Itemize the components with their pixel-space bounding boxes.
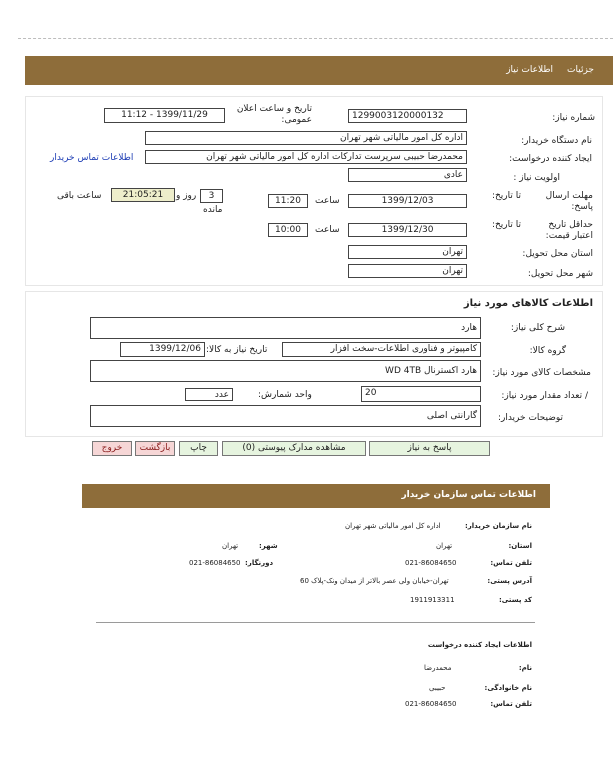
contact-province-value: تهران [436,542,453,550]
creator-last-name-value: حبیبی [429,684,446,692]
creator-label: ایجاد کننده درخواست: [509,154,592,164]
deadline-time-label: ساعت [315,196,340,206]
org-name-value: اداره کل امور مالیاتی شهر تهران [345,522,441,530]
need-summary-label: شرح کلی نیاز: [510,323,565,333]
contact-city-label: شهر: [259,542,278,550]
announce-field: 1399/11/29 - 11:12 [104,108,225,123]
validity-time-field: 10:00 [268,223,308,237]
contact-city-value: تهران [222,542,239,550]
creator-phone-label: تلفن تماس: [490,700,532,708]
days-left-label: روز و [176,191,197,201]
contact-address-value: تهران-خیابان ولی عصر بالاتر از میدان ونک-پلاک 60 [300,577,449,585]
goods-group-field: کامپیوتر و فناوری اطلاعات-سخت افزار [282,342,481,357]
creator-phone-value: 021-86084650 [405,700,457,708]
creator-first-name-label: نام: [518,664,532,672]
specs-field: هارد اکسترنال WD 4TB [90,360,481,382]
creator-info-title: اطلاعات ایجاد کننده درخواست [427,641,532,649]
tab-details[interactable]: جزئیات [567,65,594,75]
deadline-date-field: 1399/12/03 [348,194,467,208]
hours-left-label: ساعت باقی [57,191,102,201]
tab-bar [25,56,613,85]
priority-field: عادی [348,168,467,182]
deadline-time-field: 11:20 [268,194,308,208]
contact-fax-label: دورنگار: [245,559,274,567]
buyer-org-label: نام دستگاه خریدار: [521,136,592,146]
quantity-field: 20 [361,386,481,402]
creator-last-name-label: نام خانوادگی: [484,684,532,692]
contact-title: اطلاعات تماس سازمان خریدار [401,490,536,500]
contact-postal-value: 1911913311 [410,596,455,604]
validity-to-date-label: تا تاریخ: [491,220,521,230]
need-date-field: 1399/12/06 [120,342,205,357]
contact-address-label: آدرس پستی: [487,577,532,585]
validity-date-field: 1399/12/30 [348,223,467,237]
deadline-to-date-label: تا تاریخ: [491,191,521,201]
need-date-label: تاریخ نیاز به کالا: [206,345,268,355]
buyer-notes-field: گارانتی اصلی [90,405,481,427]
unit-field: عدد [185,388,233,401]
city-field: تهران [348,264,467,278]
tab-need-info[interactable]: اطلاعات نیاز [506,65,553,75]
back-button[interactable]: بازگشت [135,441,175,456]
buyer-contact-link[interactable]: اطلاعات تماس خریدار [50,153,134,163]
need-summary-field: هارد [90,317,481,339]
buyer-org-field: اداره کل امور مالیاتی شهر تهران [145,131,467,145]
announce-label: تاریخ و ساعت اعلان عمومی: [236,104,312,125]
contact-phone-value: 021-86084650 [405,559,457,567]
need-number-field: 1299003120000132 [348,109,467,123]
contact-fax-value: 021-86084650 [189,559,241,567]
goods-title: اطلاعات کالاهای مورد نیاز [463,298,593,309]
validity-time-label: ساعت [315,225,340,235]
quantity-label: / تعداد مقدار مورد نیاز: [501,391,588,401]
province-label: استان محل تحویل: [522,249,593,259]
days-left-field: 3 [200,189,223,203]
top-divider [18,38,613,39]
deadline-label: مهلت ارسال پاسخ: [545,191,593,212]
province-field: تهران [348,245,467,259]
buyer-notes-label: توضیحات خریدار: [497,413,563,423]
countdown-field: 21:05:21 [111,188,175,202]
print-button[interactable]: چاپ [179,441,218,456]
city-label: شهر محل تحویل: [527,269,593,279]
contact-postal-label: کد پستی: [498,596,532,604]
org-name-label: نام سازمان خریدار: [464,522,532,530]
specs-label: مشخصات کالای مورد نیاز: [492,368,591,378]
exit-button[interactable]: خروج [92,441,132,456]
contact-header [82,484,550,508]
view-attachments-button[interactable]: مشاهده مدارک پیوستی (0) [222,441,366,456]
validity-label: حداقل تاریخ اعتبار قیمت: [545,220,593,241]
goods-group-label: گروه کالا: [529,346,566,356]
need-number-label: شماره نیاز: [552,113,595,123]
unit-label: واحد شمارش: [258,390,312,400]
priority-label: اولویت نیاز : [513,173,560,183]
contact-province-label: استان: [508,542,532,550]
creator-first-name-value: محمدرضا [424,664,452,672]
creator-field: محمدرضا حبیبی سرپرست تدارکات اداره کل امور مالیاتی شهر تهران [145,150,467,164]
contact-phone-label: تلفن تماس: [490,559,532,567]
remain-label: مانده [203,205,223,215]
contact-divider [96,622,535,623]
reply-button[interactable]: پاسخ به نیاز [369,441,490,456]
